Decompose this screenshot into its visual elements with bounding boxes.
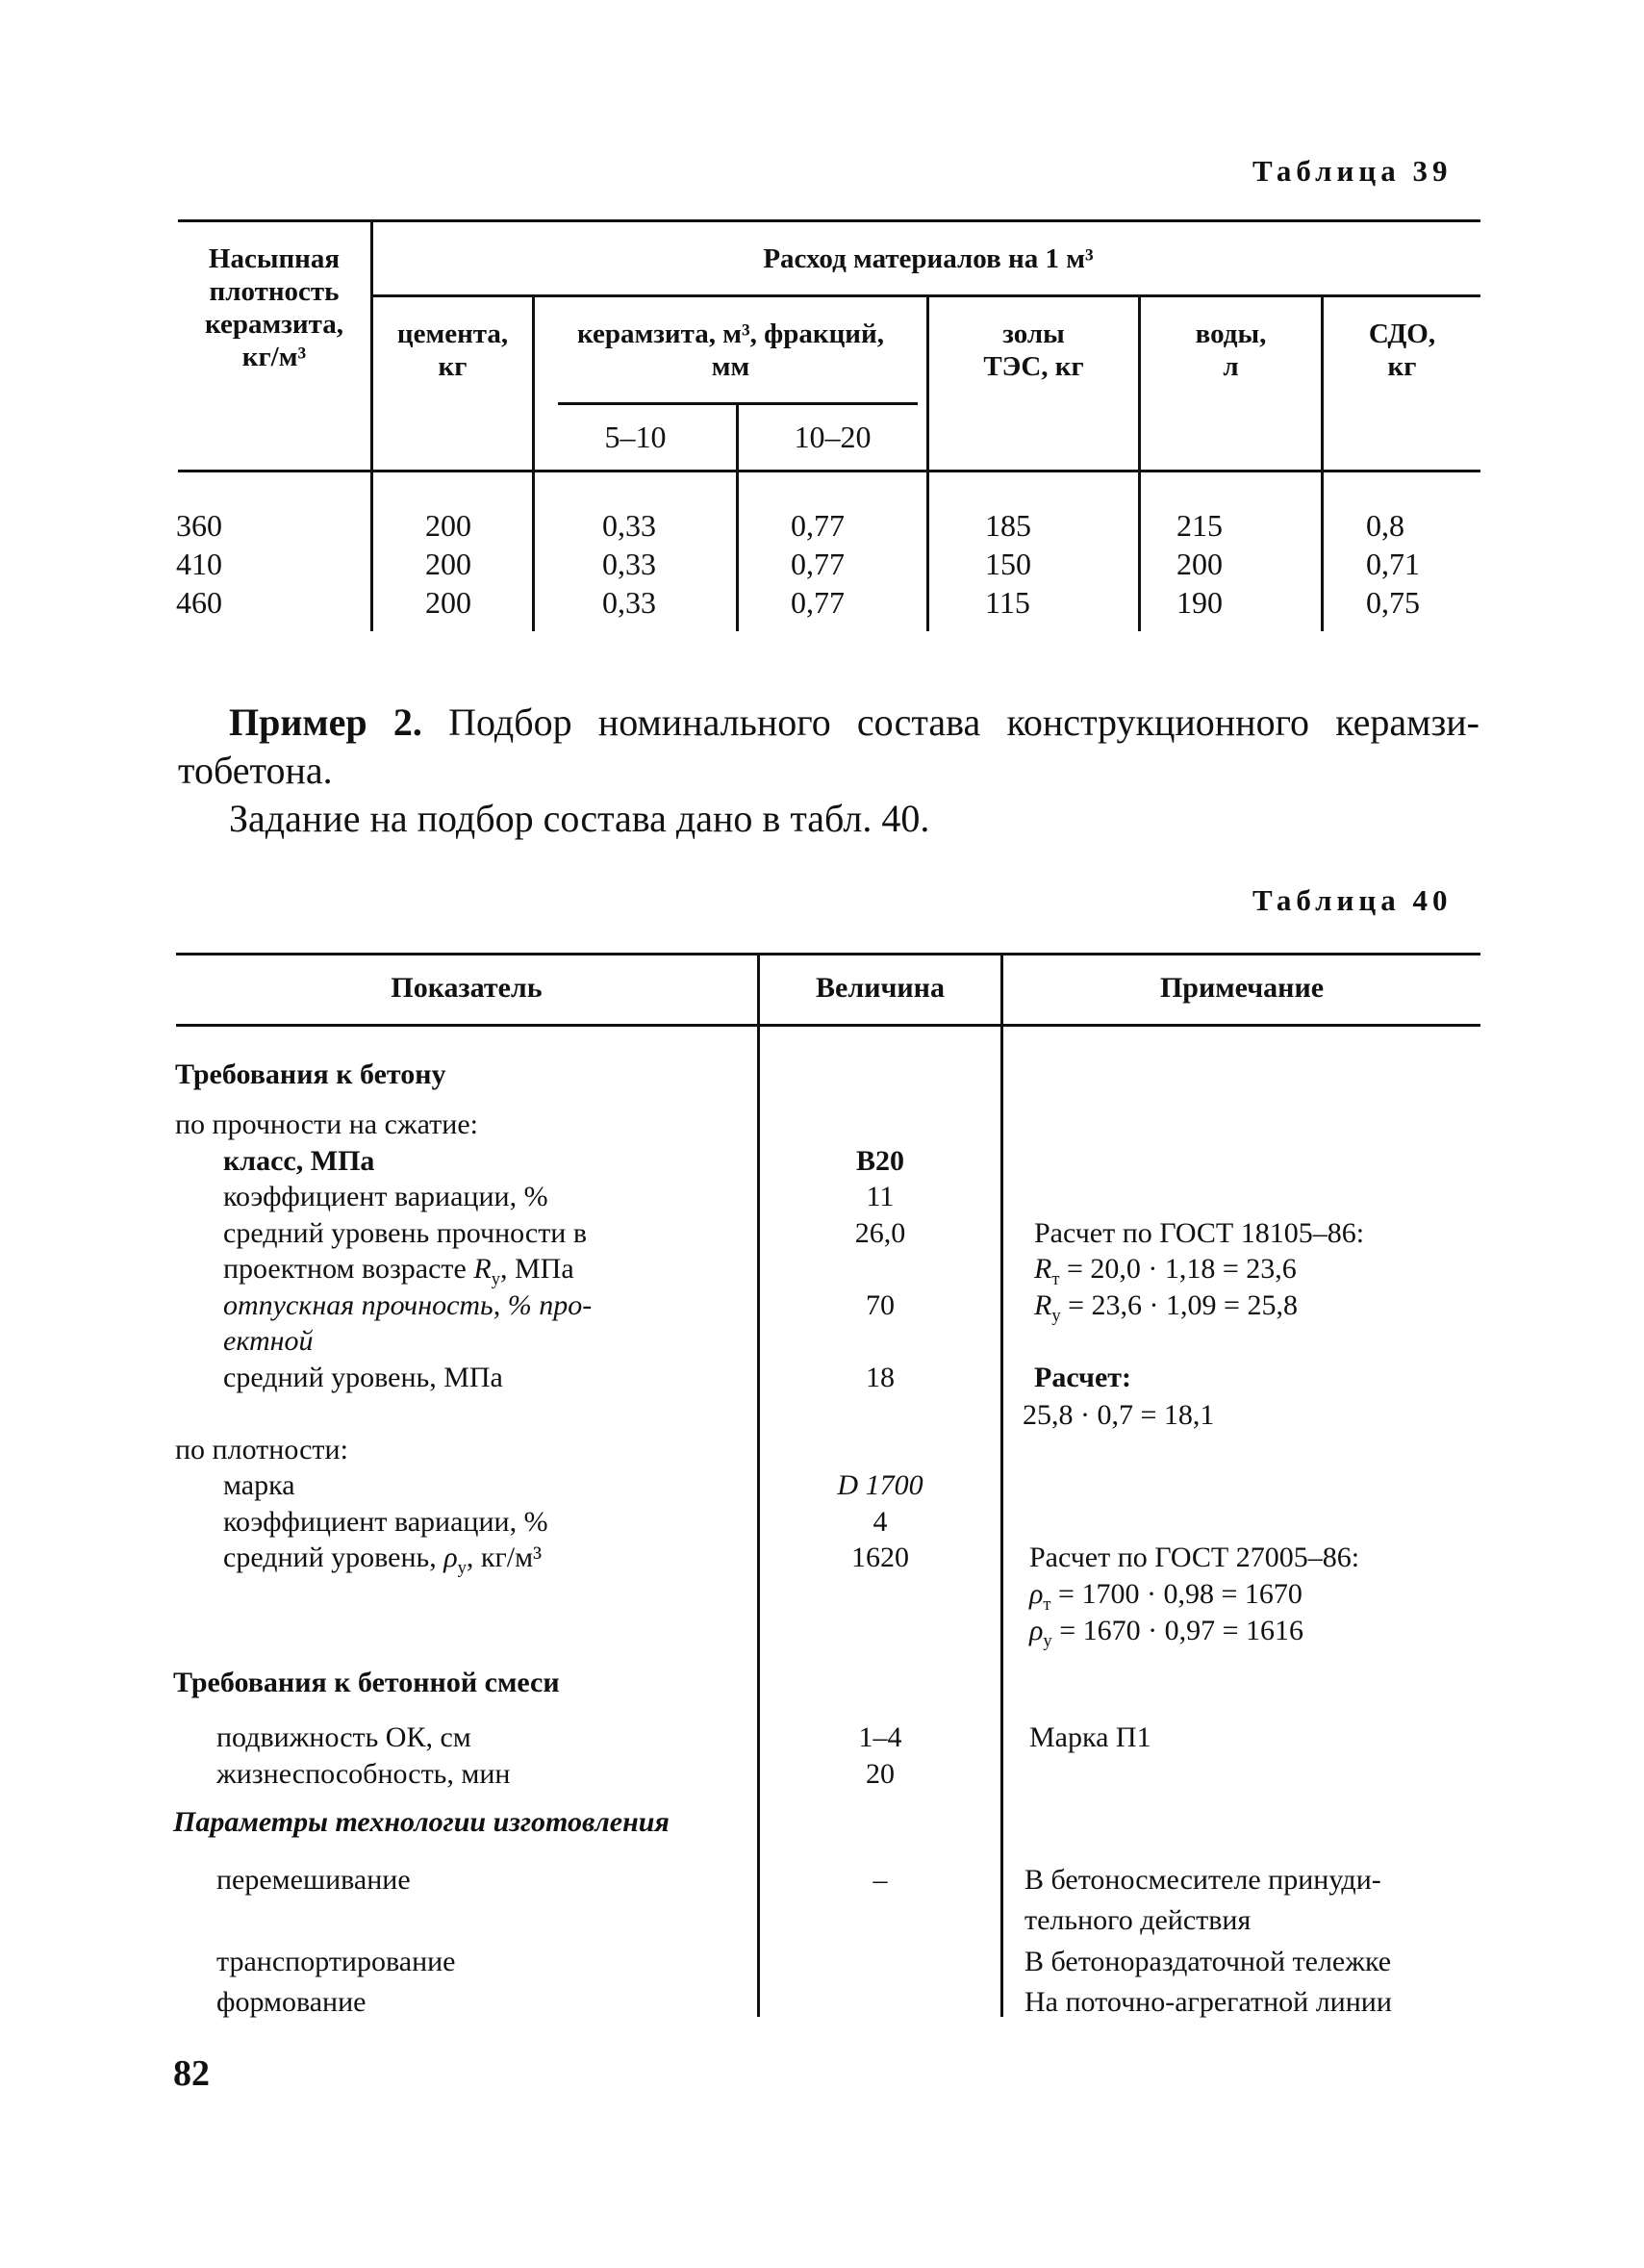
table39-col-ash bbox=[985, 506, 1031, 622]
example-paragraph-line2: тобетона. bbox=[178, 749, 333, 792]
row-note: 25,8 · 0,7 = 18,1 bbox=[1023, 1399, 1215, 1431]
table-cell: 150 bbox=[985, 547, 1031, 581]
row-label: коэффициент вариации, % bbox=[223, 1181, 548, 1212]
row-note: В бетонораздаточной тележке bbox=[1024, 1946, 1392, 1977]
row-note: Расчет по ГОСТ 27005–86: bbox=[1029, 1542, 1360, 1573]
table-cell: 200 bbox=[425, 585, 471, 620]
section-heading: Требования к бетону bbox=[175, 1058, 446, 1090]
table-cell: 0,75 bbox=[1366, 585, 1420, 620]
subsection-heading: по плотности: bbox=[175, 1434, 348, 1465]
table-cell: 0,33 bbox=[602, 508, 656, 543]
row-label: подвижность ОК, см bbox=[216, 1721, 471, 1753]
row-label: марка bbox=[223, 1469, 295, 1501]
table-cell: 0,77 bbox=[791, 547, 845, 581]
row-note: $R_т = 20,0 \cdot 1,18 = 23,6$ bbox=[1034, 1253, 1297, 1289]
example-paragraph-line3: Задание на подбор состава дано в табл. 40. bbox=[229, 797, 930, 840]
table-cell: 115 bbox=[985, 585, 1030, 620]
table39-header-bottom-rule bbox=[178, 470, 1480, 472]
row-label: класс, МПа bbox=[223, 1145, 375, 1177]
row-note: $R_y = 23,6 \cdot 1,09 = 25,8$ bbox=[1034, 1289, 1298, 1326]
row-label: отпускная прочность, % про- bbox=[223, 1289, 593, 1321]
table39-col-density bbox=[176, 506, 222, 622]
table-cell: 0,8 bbox=[1366, 508, 1404, 543]
row-label: средний уровень, $\rho_y$, кг/м³ bbox=[223, 1542, 543, 1578]
table39-header-fraction-2: 10–20 bbox=[794, 420, 872, 454]
table-cell: 200 bbox=[425, 547, 471, 581]
table-cell: 0,77 bbox=[791, 585, 845, 620]
table40-divider bbox=[1000, 953, 1003, 2017]
table-cell: 200 bbox=[1176, 547, 1223, 581]
table-cell: 0,33 bbox=[602, 585, 656, 620]
row-label: перемешивание bbox=[216, 1864, 411, 1896]
row-note: Расчет по ГОСТ 18105–86: bbox=[1034, 1217, 1365, 1249]
table39-header-cement: цемента, кг bbox=[396, 319, 509, 382]
row-value: 26,0 bbox=[854, 1217, 906, 1249]
row-note: тельного действия bbox=[1024, 1904, 1252, 1936]
table40-caption: Таблица 40 bbox=[1252, 883, 1453, 917]
table39-header-group: Расход материалов на 1 м³ bbox=[763, 243, 1094, 274]
table39-col-frac2 bbox=[791, 506, 845, 622]
table-cell: 215 bbox=[1176, 508, 1223, 543]
table39-header-sdo: СДО, кг bbox=[1368, 319, 1436, 382]
table39-header-keramzit: керамзита, м³, фракций, мм bbox=[577, 319, 884, 382]
row-note: В бетоносмесителе принуди- bbox=[1024, 1864, 1381, 1896]
row-value: – bbox=[873, 1864, 888, 1896]
row-label: средний уровень прочности в bbox=[223, 1217, 588, 1249]
table-cell: 410 bbox=[176, 547, 222, 581]
section-heading: Требования к бетонной смеси bbox=[173, 1667, 560, 1698]
row-label: формование bbox=[216, 1986, 367, 2018]
row-note: $\rho_y = 1670 \cdot 0,97 = 1616$ bbox=[1029, 1615, 1304, 1651]
row-value: 11 bbox=[866, 1181, 895, 1212]
row-label: средний уровень, МПа bbox=[223, 1362, 503, 1393]
row-value: 4 bbox=[873, 1506, 888, 1538]
table40-header-value: Величина bbox=[816, 972, 945, 1004]
row-value: 18 bbox=[866, 1362, 895, 1393]
page-number: 82 bbox=[173, 2053, 210, 2094]
table-cell: 190 bbox=[1176, 585, 1223, 620]
table39-divider bbox=[370, 219, 373, 631]
section-heading: Параметры технологии изготовления bbox=[173, 1806, 670, 1838]
table39-header-water: воды, л bbox=[1195, 319, 1267, 382]
row-note: Расчет: bbox=[1034, 1362, 1132, 1393]
table40-header-indicator: Показатель bbox=[391, 972, 543, 1004]
table39-col-frac1 bbox=[602, 506, 656, 622]
table39-caption: Таблица 39 bbox=[1252, 154, 1453, 188]
table-cell: 360 bbox=[176, 508, 222, 543]
table-cell: 185 bbox=[985, 508, 1031, 543]
example-label: Пример 2. bbox=[229, 701, 422, 744]
row-label: проектном возрасте $R_y$, МПа bbox=[223, 1253, 574, 1289]
row-value: 1–4 bbox=[858, 1721, 902, 1753]
row-value: 1620 bbox=[851, 1542, 909, 1573]
example-paragraph: Пример 2. Подбор номинального состава конструкционного керамзи- bbox=[229, 701, 1480, 744]
table-cell: 0,71 bbox=[1366, 547, 1420, 581]
row-label: коэффициент вариации, % bbox=[223, 1506, 548, 1538]
row-value: B20 bbox=[855, 1145, 904, 1177]
table40-top-rule bbox=[176, 953, 1480, 956]
table39-col-water bbox=[1176, 506, 1223, 622]
row-note: $\rho_т = 1700 \cdot 0,98 = 1670$ bbox=[1029, 1578, 1303, 1615]
table40-header-note: Примечание bbox=[1159, 972, 1325, 1004]
table39-top-rule bbox=[178, 219, 1480, 222]
row-value: 20 bbox=[866, 1758, 895, 1790]
row-note: На поточно-агрегатной линии bbox=[1024, 1986, 1392, 2018]
table39-header-density: Насыпная плотность керамзита, кг/м³ bbox=[205, 243, 343, 372]
row-label: жизнеспособность, мин bbox=[216, 1758, 511, 1790]
table39-col-cement bbox=[425, 506, 471, 622]
row-note: Марка П1 bbox=[1029, 1721, 1151, 1753]
row-label: ектной bbox=[223, 1325, 314, 1357]
table39-col-sdo bbox=[1366, 506, 1420, 622]
row-value: 70 bbox=[866, 1289, 895, 1321]
table39-header-fraction-1: 5–10 bbox=[604, 420, 667, 454]
table-cell: 0,77 bbox=[791, 508, 845, 543]
table39-header-ash: золы ТЭС, кг bbox=[983, 319, 1084, 382]
table-cell: 200 bbox=[425, 508, 471, 543]
table-cell: 460 bbox=[176, 585, 222, 620]
row-label: транспортирование bbox=[216, 1946, 456, 1977]
row-value: D 1700 bbox=[837, 1469, 923, 1501]
table-cell: 0,33 bbox=[602, 547, 656, 581]
table40-header-rule bbox=[176, 1024, 1480, 1027]
subsection-heading: по прочности на сжатие: bbox=[175, 1109, 478, 1140]
